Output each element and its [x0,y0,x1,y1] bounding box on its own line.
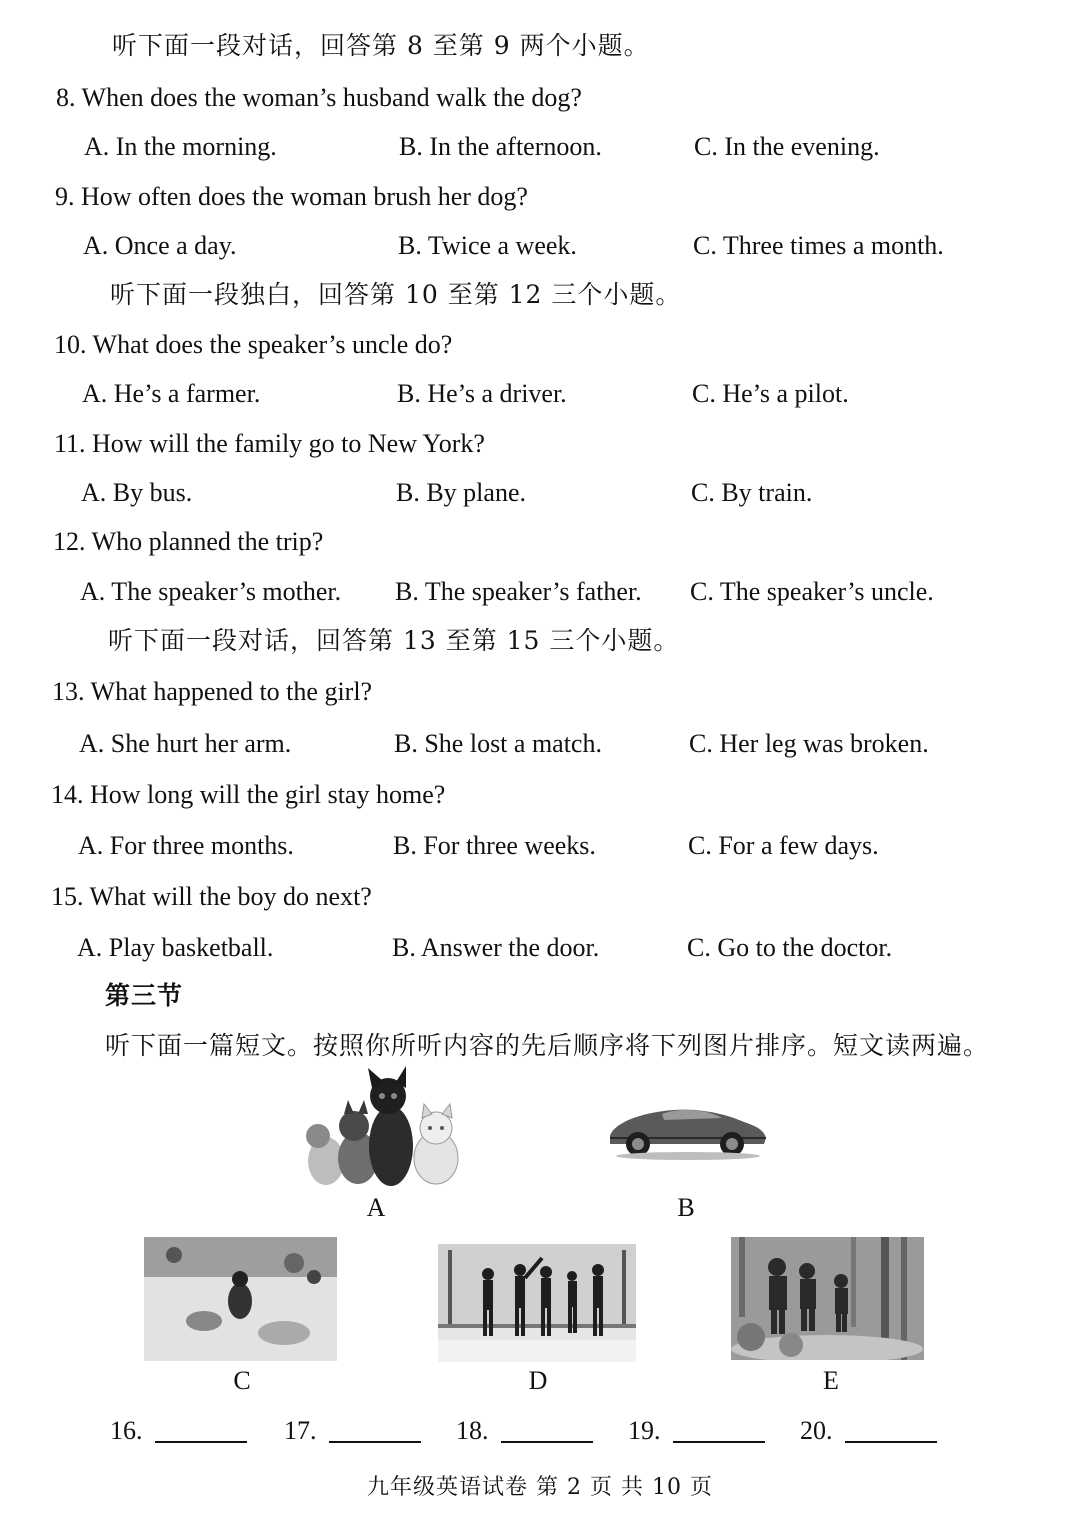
section-instruction-8-9: 听下面一段对话，回答第 8 至第 9 两个小题。 [112,31,650,60]
option-9c: C. Three times a month. [693,231,944,260]
option-14a: A. For three months. [78,831,294,860]
picture-a-pets-image [296,1066,466,1188]
picture-d-label: D [528,1366,548,1395]
question-9: 9. How often does the woman brush her dog? [55,182,528,211]
option-15a: A. Play basketball. [77,933,274,962]
option-8b: B. In the afternoon. [399,132,602,161]
answer-blank-number: 16. [110,1416,143,1445]
picture-b-label: B [677,1193,695,1222]
picture-c-label: C [233,1366,251,1395]
question-14: 14. How long will the girl stay home? [51,780,446,809]
answer-blank-number: 18. [456,1416,489,1445]
option-12a: A. The speaker’s mother. [80,577,342,606]
option-9a: A. Once a day. [83,231,237,260]
part3-instruction: 听下面一篇短文。按照你所听内容的先后顺序将下列图片排序。短文读两遍。 [105,1031,990,1060]
option-15c: C. Go to the doctor. [687,933,893,962]
answer-blank-number: 19. [628,1416,661,1445]
answer-blank-line[interactable] [155,1419,247,1443]
option-10c: C. He’s a pilot. [692,379,849,408]
question-12: 12. Who planned the trip? [53,527,324,556]
answer-blank-20[interactable] [800,1415,937,1447]
option-11a: A. By bus. [81,478,193,507]
option-8c: C. In the evening. [694,132,880,161]
question-10: 10. What does the speaker’s uncle do? [54,330,453,359]
option-13a: A. She hurt her arm. [79,729,292,758]
answer-blank-18[interactable] [456,1415,593,1447]
option-10a: A. He’s a farmer. [82,379,261,408]
answer-blank-line[interactable] [329,1419,421,1443]
answer-blank-19[interactable] [628,1415,765,1447]
question-15: 15. What will the boy do next? [51,882,372,911]
answer-blank-16[interactable] [110,1415,247,1447]
picture-c-snow-play-image [144,1237,337,1361]
option-12c: C. The speaker’s uncle. [690,577,934,606]
answer-blank-line[interactable] [845,1419,937,1443]
option-11c: C. By train. [691,478,813,507]
answer-blank-17[interactable] [284,1415,421,1447]
option-11b: B. By plane. [396,478,526,507]
option-15b: B. Answer the door. [392,933,600,962]
picture-b-car-image [604,1098,770,1162]
option-10b: B. He’s a driver. [397,379,567,408]
answer-blank-number: 17. [284,1416,317,1445]
answer-blank-line[interactable] [673,1419,765,1443]
section-instruction-10-12: 听下面一段独白，回答第 10 至第 12 三个小题。 [110,280,682,309]
option-14c: C. For a few days. [688,831,879,860]
answer-blank-line[interactable] [501,1419,593,1443]
option-9b: B. Twice a week. [398,231,577,260]
option-14b: B. For three weeks. [393,831,596,860]
picture-e-hiking-image [731,1237,924,1360]
question-8: 8. When does the woman’s husband walk the dog? [56,83,582,112]
page-footer: 九年级英语试卷 第 2 页 共 10 页 [367,1475,713,1500]
section-instruction-13-15: 听下面一段对话，回答第 13 至第 15 三个小题。 [108,626,680,655]
picture-a-label: A [366,1193,386,1222]
question-13: 13. What happened to the girl? [52,677,373,706]
option-12b: B. The speaker’s father. [395,577,642,606]
option-13c: C. Her leg was broken. [689,729,929,758]
part3-heading: 第三节 [105,981,184,1010]
answer-blank-number: 20. [800,1416,833,1445]
option-8a: A. In the morning. [84,132,277,161]
picture-e-label: E [823,1366,839,1395]
question-11: 11. How will the family go to New York? [54,429,485,458]
option-13b: B. She lost a match. [394,729,602,758]
picture-d-dancing-image [438,1244,636,1362]
